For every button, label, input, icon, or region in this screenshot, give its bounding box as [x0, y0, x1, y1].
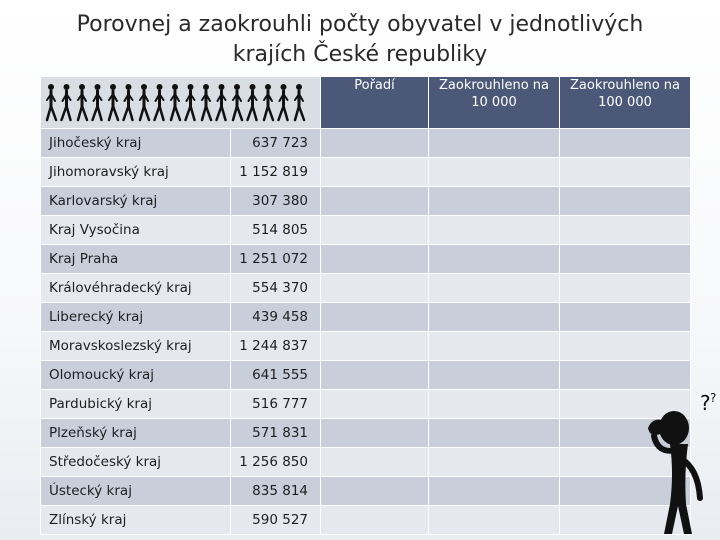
population-cell: 637 723	[231, 129, 321, 158]
region-cell: Liberecký kraj	[41, 303, 231, 332]
region-cell: Plzeňský kraj	[41, 419, 231, 448]
table-header-row	[41, 77, 691, 129]
table-row	[41, 274, 691, 303]
table-row	[41, 158, 691, 187]
walking-person-icon	[233, 84, 242, 120]
table-row	[41, 361, 691, 390]
population-cell: 641 555	[231, 361, 321, 390]
region-cell: Karlovarský kraj	[41, 187, 231, 216]
rank-cell[interactable]	[321, 187, 429, 216]
walking-person-icon	[93, 84, 102, 120]
table-row	[41, 448, 691, 477]
round-10000-cell[interactable]	[429, 390, 560, 419]
region-cell: Moravskoslezský kraj	[41, 332, 231, 361]
header-people-cell	[41, 77, 321, 129]
rank-cell[interactable]	[321, 506, 429, 535]
region-cell: Středočeský kraj	[41, 448, 231, 477]
table-row	[41, 419, 691, 448]
round-100000-cell[interactable]	[560, 361, 691, 390]
rank-cell[interactable]	[321, 361, 429, 390]
rank-cell[interactable]	[321, 274, 429, 303]
rank-cell[interactable]	[321, 448, 429, 477]
table-row	[41, 332, 691, 361]
svg-text:?: ?	[710, 391, 717, 405]
walking-person-icon	[62, 84, 71, 120]
region-cell: Ústecký kraj	[41, 477, 231, 506]
round-100000-cell[interactable]	[560, 158, 691, 187]
round-100000-cell[interactable]	[560, 216, 691, 245]
header-round-10000: Zaokrouhleno na 10 000	[429, 77, 560, 129]
round-10000-cell[interactable]	[429, 245, 560, 274]
page-title: Porovnej a zaokrouhli počty obyvatel v jednotlivých krajích České republiky	[76, 12, 644, 67]
rank-cell[interactable]	[321, 216, 429, 245]
round-100000-cell[interactable]	[560, 274, 691, 303]
walking-person-icon	[202, 84, 211, 120]
round-100000-cell[interactable]	[560, 303, 691, 332]
region-cell: Jihočeský kraj	[41, 129, 231, 158]
rank-cell[interactable]	[321, 419, 429, 448]
table-row	[41, 245, 691, 274]
round-10000-cell[interactable]	[429, 419, 560, 448]
population-cell: 516 777	[231, 390, 321, 419]
table-row	[41, 477, 691, 506]
round-100000-cell[interactable]	[560, 245, 691, 274]
rank-cell[interactable]	[321, 303, 429, 332]
round-10000-cell[interactable]	[429, 361, 560, 390]
table-row	[41, 506, 691, 535]
population-cell: 590 527	[231, 506, 321, 535]
walking-person-icon	[295, 84, 304, 120]
table-row	[41, 129, 691, 158]
table-row	[41, 390, 691, 419]
walking-person-icon	[248, 84, 257, 120]
walking-person-icon	[186, 84, 195, 120]
svg-text:?: ?	[700, 391, 711, 415]
region-cell: Jihomoravský kraj	[41, 158, 231, 187]
population-table	[40, 76, 691, 535]
walking-person-icon	[155, 84, 164, 120]
walking-person-icon	[279, 84, 288, 120]
population-cell: 514 805	[231, 216, 321, 245]
walking-person-icon	[140, 84, 149, 120]
rank-cell[interactable]	[321, 129, 429, 158]
table-row	[41, 303, 691, 332]
population-cell: 439 458	[231, 303, 321, 332]
region-cell: Královéhradecký kraj	[41, 274, 231, 303]
round-10000-cell[interactable]	[429, 158, 560, 187]
rank-cell[interactable]	[321, 390, 429, 419]
round-10000-cell[interactable]	[429, 448, 560, 477]
walking-person-icon	[171, 84, 180, 120]
round-10000-cell[interactable]	[429, 216, 560, 245]
rank-cell[interactable]	[321, 245, 429, 274]
population-cell: 554 370	[231, 274, 321, 303]
round-100000-cell[interactable]	[560, 332, 691, 361]
round-10000-cell[interactable]	[429, 506, 560, 535]
round-10000-cell[interactable]	[429, 303, 560, 332]
walking-person-icon	[124, 84, 133, 120]
header-round-100000: Zaokrouhleno na 100 000	[560, 77, 691, 129]
population-cell: 307 380	[231, 187, 321, 216]
walking-person-icon	[109, 84, 118, 120]
round-10000-cell[interactable]	[429, 129, 560, 158]
header-rank: Pořadí	[321, 77, 429, 129]
walking-person-icon	[78, 84, 87, 120]
walking-person-icon	[217, 84, 226, 120]
walking-person-icon	[264, 84, 273, 120]
round-100000-cell[interactable]	[560, 187, 691, 216]
region-cell: Pardubický kraj	[41, 390, 231, 419]
population-cell: 1 256 850	[231, 448, 321, 477]
rank-cell[interactable]	[321, 332, 429, 361]
round-10000-cell[interactable]	[429, 477, 560, 506]
round-10000-cell[interactable]	[429, 274, 560, 303]
round-100000-cell[interactable]	[560, 129, 691, 158]
region-cell: Kraj Praha	[41, 245, 231, 274]
rank-cell[interactable]	[321, 158, 429, 187]
round-10000-cell[interactable]	[429, 332, 560, 361]
walking-people-icon	[41, 78, 319, 128]
population-cell: 835 814	[231, 477, 321, 506]
region-cell: Zlínský kraj	[41, 506, 231, 535]
table-row	[41, 216, 691, 245]
region-cell: Kraj Vysočina	[41, 216, 231, 245]
population-cell: 571 831	[231, 419, 321, 448]
region-cell: Olomoucký kraj	[41, 361, 231, 390]
walking-person-icon	[47, 84, 56, 120]
rank-cell[interactable]	[321, 477, 429, 506]
table-row	[41, 187, 691, 216]
population-cell: 1 244 837	[231, 332, 321, 361]
round-10000-cell[interactable]	[429, 187, 560, 216]
thinking-figure-icon	[640, 388, 720, 538]
population-cell: 1 152 819	[231, 158, 321, 187]
population-cell: 1 251 072	[231, 245, 321, 274]
